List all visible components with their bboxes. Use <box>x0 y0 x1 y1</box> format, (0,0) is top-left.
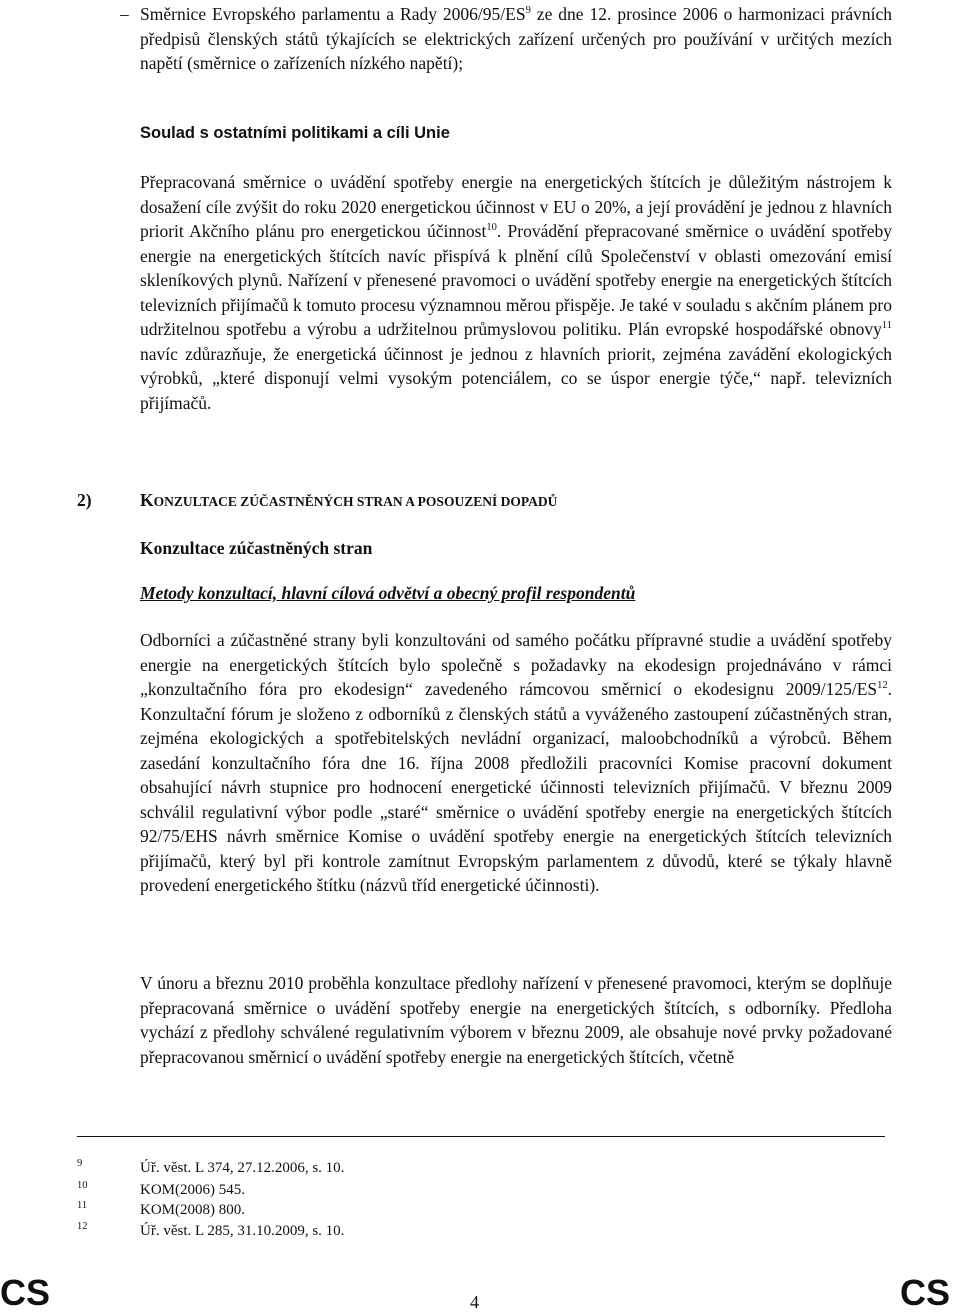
footnote-text: KOM(2008) 800. <box>140 1202 245 1218</box>
section-number: 2) <box>77 490 92 510</box>
subheading-consultation: Konzultace zúčastněných stran <box>140 538 373 558</box>
footnote-ref-12[interactable]: 12 <box>877 680 888 692</box>
footnote-ref-11[interactable]: 11 <box>881 320 892 332</box>
language-code-left: CS <box>0 1272 51 1313</box>
paragraph-experts: Odborníci a zúčastněné strany byli konzultováni od samého počátku přípravné studie a uvádění spotřeby energie na energetických štítcích bylo společně s požadavky na ekodesign projednáváno v rámci „konzultačního fóra pro ekodesign“ zavedeného rámcovou směrnicí o ekodesignu 2009/125/ES$^{12}$. Konzultační fórum je složeno z odborníků z členských států a vyváženého zastoupení zúčastněných stran, zejména ekologických a spotřebitelských nevládní organizací, maloobchodníků a výrobců. Během zasedání konzultačního fóra dne 16. října 2008 předložili pracovníci Komise pracovní dokument obsahující návrh stupnice pro hodnocení energetické účinnosti televizních přijímačů. V březnu 2009 schválil regulativní výbor podle „staré“ směrnice o uvádění spotřeby energie na energetických štítcích 92/75/EHS návrh směrnice Komise o uvádění spotřeby energie na energetických štítcích televizních přijímačů, který byl při kontrole zamítnut Evropským parlamentem z důvodů, které se týkaly hlavně provedení energetického štítku (názvů tříd energetické účinnosti). <box>140 630 892 895</box>
footnote-number: 9 <box>77 1158 83 1169</box>
list-dash: – <box>120 4 129 24</box>
footnote-number: 10 <box>77 1180 88 1191</box>
footnote-ref-9[interactable]: 9 <box>525 5 531 17</box>
subsubheading-methods: Metody konzultací, hlavní cílová odvětví a obecný profil respondentů <box>140 583 636 603</box>
page-number: 4 <box>470 1292 479 1312</box>
footnote-number: 12 <box>77 1221 88 1232</box>
list-item <box>120 2 892 76</box>
footnote-text: Úř. věst. L 285, 31.10.2009, s. 10. <box>140 1223 345 1239</box>
footnote-ref-10[interactable]: 10 <box>486 222 497 234</box>
section-heading-consistency: Soulad s ostatními politikami a cíli Unie <box>140 124 450 142</box>
footnote-text: KOM(2006) 545. <box>140 1182 245 1198</box>
list-item-text-start: Směrnice Evropského parlamentu a Rady 2006/95/ES <box>140 4 526 24</box>
footnote-text: Úř. věst. L 374, 27.12.2006, s. 10. <box>140 1160 345 1176</box>
section-title: KONZULTACE ZÚČASTNĚNÝCH STRAN A POSOUZENÍ DOPADŮ <box>140 490 558 510</box>
paragraph-consistency: Přepracovaná směrnice o uvádění spotřeby energie na energetických štítcích je důležitým nástrojem k dosažení cíle zvýšit do roku 2020 energetickou účinnost v EU o 20%, a její provádění je jednou z hlavních priorit Akčního plánu pro energetickou účinnost$^{10}$. Provádění přepracované směrnice o uvádění spotřeby energie na energetických štítcích navíc přispívá k plnění cílů Společenství v oblasti omezování emisí skleníkových plynů. Nařízení v přenesené pravomoci o uvádění spotřeby energie na energetických štítcích televizních přijímačů k tomuto procesu významnou měrou přispěje. Je také v souladu s akčním plánem pro udržitelnou spotřebu a výrobu a udržitelnou průmyslovou politiku. Plán evropské hospodářské obnovy$^{11}$ navíc zdůrazňuje, že energetická účinnost je jednou z hlavních priorit, zejména zavádění ekologických výrobků, „které disponují velmi vysokým potenciálem, co se úspor energie týče,“ např. televizních přijímačů. <box>140 172 893 413</box>
footnote-number: 11 <box>77 1200 88 1211</box>
footnote-separator <box>77 1136 885 1137</box>
language-code-right: CS <box>900 1272 951 1313</box>
paragraph-consultation-2010: V únoru a březnu 2010 proběhla konzultace předlohy nařízení v přenesené pravomoci, kterým se doplňuje přepracovaná směrnice o uvádění spotřeby energie na energetických štítcích, s odborníky. Předloha vychází z předlohy schválené regulativním výborem v březnu 2009, ale obsahuje nové prvky požadované přepracovanou směrnicí o uvádění spotřeby energie na energetických štítcích, včetně <box>140 973 892 1067</box>
list-item-text-end: ze dne 12. prosince 2006 o harmonizaci právních předpisů členských států týkajících se elektrických zařízení určených pro používání v určitých mezích napětí (směrnice o zařízeních nízkého napětí); <box>140 4 892 73</box>
